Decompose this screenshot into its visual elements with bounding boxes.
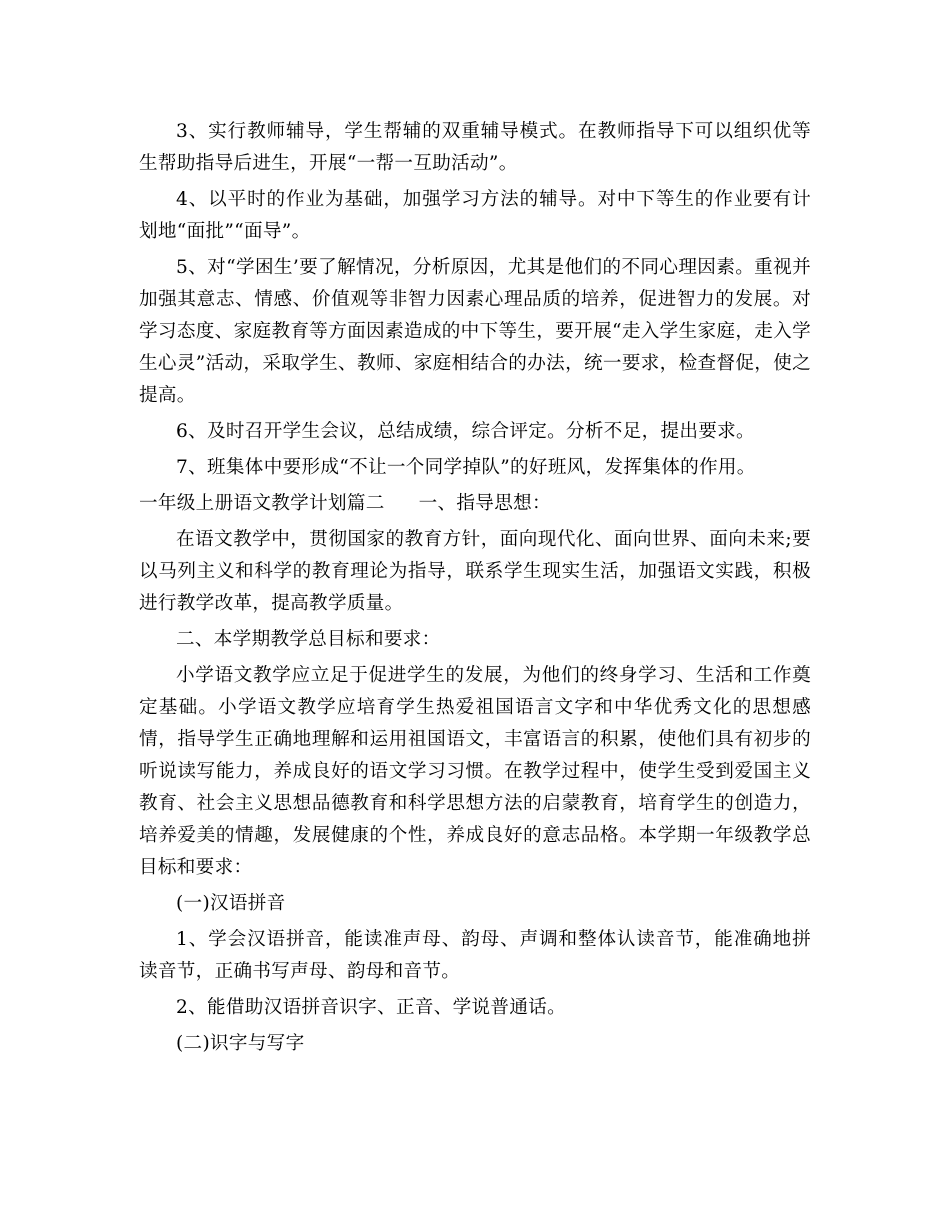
paragraph-pinyin-2: 2、能借助汉语拼音识字、正音、学说普通话。 bbox=[176, 997, 567, 1018]
heading-goals: 二、本学期教学总目标和要求： bbox=[176, 629, 441, 650]
paragraph-goals: 小学语文教学应立足于促进学生的发展，为他们的终身学习、生活和工作奠定基础。小学语文教学应培育学生热爱祖国语言文字和中华优秀文化的思想感情，指导学生正确地理解和运用祖国语文，丰富语言的积累，使他们具有初步的听说读写能力，养成良好的语文学习习惯。在教学过程中，使学生受到爱国主义教育、社会主义思想品德教育和科学思想方法的启蒙教育，培育学生的创造力，培养爱美的情趣，发展健康的个性，养成良好的意志品格。本学期一年级教学总目标和要求： bbox=[139, 665, 811, 878]
paragraph-pinyin-1: 1、学会汉语拼音，能读准声母、韵母、声调和整体认读音节，能准确地拼读音节，正确书写声母、韵母和音节。 bbox=[139, 929, 811, 982]
heading-pinyin: (一)汉语拼音 bbox=[176, 893, 286, 914]
paragraph-item-7: 7、班集体中要形成“不让一个同学掉队”的好班风，发挥集体的作用。 bbox=[176, 457, 756, 478]
paragraph-item-3: 3、实行教师辅导，学生帮辅的双重辅导模式。在教师指导下可以组织优等生帮助指导后进生，开展“一帮一互助活动”。 bbox=[139, 121, 811, 174]
paragraph-item-4: 4、以平时的作业为基础，加强学习方法的辅导。对中下等生的作业要有计划地“面批”“面导”。 bbox=[139, 189, 811, 242]
paragraph-guiding-thought: 在语文教学中，贯彻国家的教育方针，面向现代化、面向世界、面向未来;要以马列主义和科学的教育理论为指导，联系学生现实生活，加强语文实践，积极进行教学改革，提高教学质量。 bbox=[139, 529, 811, 614]
paragraph-item-6: 6、及时召开学生会议，总结成绩，综合评定。分析不足，提出要求。 bbox=[176, 421, 755, 442]
paragraph-item-5: 5、对“学困生’要了解情况，分析原因，尤其是他们的不同心理因素。重视并加强其意志、情感、价值观等非智力因素心理品质的培养，促进智力的发展。对学习态度、家庭教育等方面因素造成的中下等生，要开展“走入学生家庭，走入学生心灵”活动，采取学生、教师、家庭相结合的办法，统一要求，检查督促，使之提高。 bbox=[139, 257, 811, 406]
section-heading-line bbox=[139, 488, 811, 520]
heading-literacy: (二)识字与写字 bbox=[176, 1033, 305, 1054]
section-heading-guiding-thought: 一、指导思想： bbox=[418, 493, 551, 514]
document-body bbox=[139, 116, 811, 1064]
section-title: 一年级上册语文教学计划篇二 bbox=[139, 493, 385, 514]
